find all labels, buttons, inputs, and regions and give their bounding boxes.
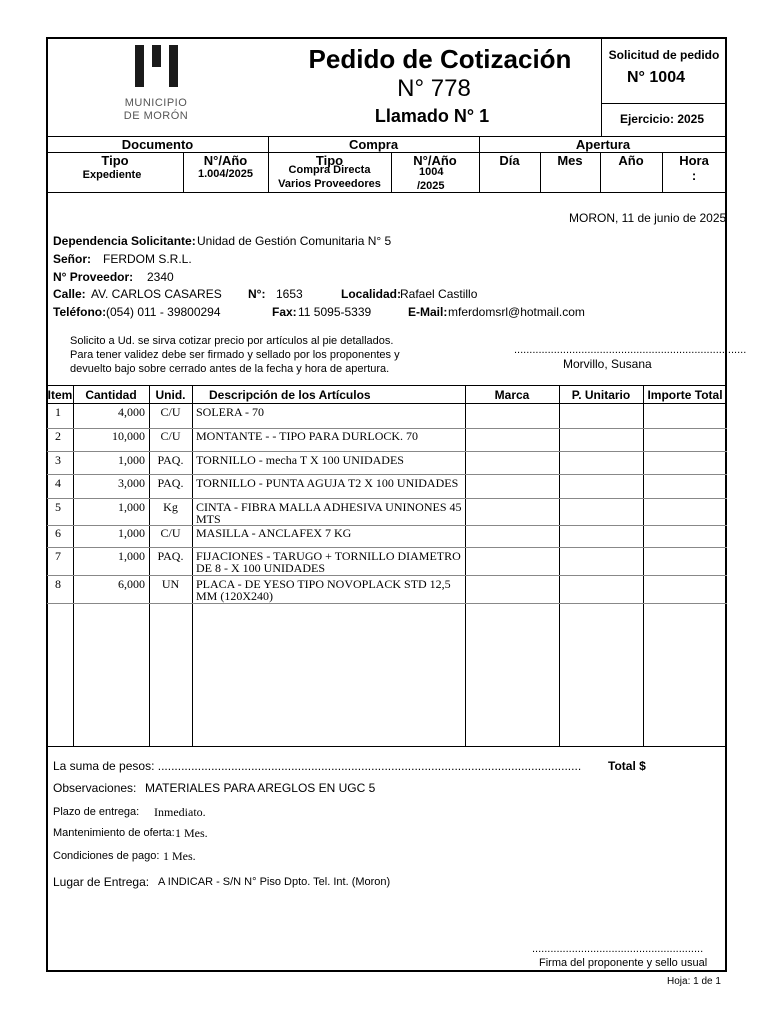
provider-value: 2340 — [147, 270, 174, 284]
section-purchase: Compra — [348, 137, 399, 152]
row-unit: PAQ. — [157, 476, 184, 490]
row-item: 8 — [55, 577, 61, 591]
row-desc: FIJACIONES - TARUGO + TORNILLO DIAMETRO — [196, 549, 461, 563]
locality-label: Localidad: — [341, 287, 402, 301]
purchase-number-header: N°/Año — [413, 153, 457, 168]
divider — [643, 385, 644, 746]
row-separator — [47, 474, 727, 475]
hour-header: Hora — [679, 153, 709, 168]
divider — [192, 385, 193, 746]
email-label: E-Mail: — [408, 305, 448, 319]
street-label: Calle: — [53, 287, 86, 301]
row-unit: PAQ. — [157, 549, 184, 563]
row-item: 5 — [55, 500, 61, 514]
row-separator — [47, 498, 727, 499]
purchase-number-value-1: 1004 — [419, 166, 444, 178]
day-header: Día — [499, 153, 520, 168]
fax-label: Fax: — [272, 305, 297, 319]
row-unit: C/U — [160, 429, 181, 443]
observations-value: MATERIALES PARA AREGLOS EN UGC 5 — [145, 781, 376, 795]
locality-value: Rafael Castillo — [400, 287, 478, 301]
observations-label: Observaciones: — [53, 781, 137, 795]
doc-number-value: 1.004/2025 — [197, 168, 254, 180]
divider — [465, 385, 466, 746]
exercise: Ejercicio: 2025 — [619, 112, 705, 126]
maintenance-label: Mantenimiento de oferta: — [53, 827, 175, 839]
row-desc: PLACA - DE YESO TIPO NOVOPLACK STD 12,5 — [196, 577, 451, 591]
row-qty: 10,000 — [112, 429, 145, 443]
fax-value: 11 5095-5339 — [298, 305, 372, 319]
call-number: Llamado N° 1 — [374, 106, 490, 126]
divider — [47, 746, 727, 747]
phone-label: Teléfono: — [53, 305, 107, 319]
issue-date: MORON, 11 de junio de 2025 — [569, 211, 727, 225]
maintenance-value: 1 Mes. — [175, 826, 208, 840]
senor-label: Señor: — [53, 252, 92, 266]
request-text-3: devuelto bajo sobre cerrado antes de la fecha y hora de apertura. — [70, 363, 390, 375]
proponent-sign-dots: ........................................................ — [532, 943, 704, 955]
number-label: N°: — [248, 287, 266, 301]
place-value: A INDICAR - S/N N° Piso Dpto. Tel. Int. (Moron) — [158, 876, 391, 888]
sum-label: La suma de pesos: ............................................................................................................................... — [53, 759, 582, 773]
row-desc: MASILLA - ANCLAFEX 7 KG — [196, 526, 352, 540]
logo-bar-right — [169, 45, 178, 87]
request-text-2: Para tener validez debe ser firmado y sellado por los proponentes y — [70, 349, 400, 361]
row-unit: Kg — [163, 500, 178, 514]
dependency-label: Dependencia Solicitante: — [53, 234, 196, 248]
purchase-type-header: Tipo — [315, 153, 344, 168]
provider-label: N° Proveedor: — [53, 270, 134, 284]
place-label: Lugar de Entrega: — [53, 875, 150, 889]
row-item: 7 — [55, 549, 61, 563]
row-unit: UN — [161, 577, 180, 591]
col-item: Item — [47, 388, 73, 402]
row-qty: 1,000 — [118, 526, 145, 540]
purchase-type-value-1: Compra Directa — [288, 164, 371, 176]
row-desc-2: DE 8 - X 100 UNIDADES — [196, 561, 325, 575]
col-total: Importe Total — [647, 388, 723, 402]
row-qty: 3,000 — [118, 476, 145, 490]
section-opening: Apertura — [575, 137, 631, 152]
row-item: 4 — [55, 476, 61, 490]
row-qty: 4,000 — [118, 405, 145, 419]
hour-value: : — [691, 168, 697, 183]
doc-number-header: N°/Año — [203, 153, 248, 168]
logo-line2: DE MORÓN — [123, 110, 189, 122]
row-desc-2: MM (120X240) — [196, 589, 273, 603]
row-qty: 1,000 — [118, 453, 145, 467]
divider — [559, 385, 560, 746]
row-desc: SOLERA - 70 — [196, 405, 265, 419]
page-title: Pedido de Cotización — [308, 44, 572, 74]
col-brand: Marca — [494, 388, 530, 402]
page-number: Hoja: 1 de 1 — [667, 976, 721, 987]
section-document: Documento — [121, 137, 194, 152]
signature-dots: ............................................................................ — [514, 344, 747, 356]
signer-name: Morvillo, Susana — [563, 357, 652, 371]
logo-line1: MUNICIPIO — [124, 97, 188, 109]
col-price: P. Unitario — [571, 388, 631, 402]
row-separator — [47, 525, 727, 526]
row-qty: 1,000 — [118, 500, 145, 514]
row-desc: CINTA - FIBRA MALLA ADHESIVA UNINONES 45 — [196, 500, 462, 514]
row-separator — [47, 575, 727, 576]
row-separator — [47, 547, 727, 548]
row-desc: TORNILLO - mecha T X 100 UNIDADES — [196, 453, 404, 467]
email-value: mferdomsrl@hotmail.com — [448, 305, 585, 319]
street-value: AV. CARLOS CASARES — [91, 287, 222, 301]
payment-value: 1 Mes. — [163, 849, 196, 863]
row-item: 6 — [55, 526, 61, 540]
row-separator — [47, 603, 727, 604]
divider — [47, 192, 727, 193]
doc-type-header: Tipo — [101, 153, 129, 168]
row-unit: C/U — [160, 526, 181, 540]
col-unit: Unid. — [155, 388, 186, 402]
delivery-value: Inmediato. — [154, 805, 206, 819]
dependency-value: Unidad de Gestión Comunitaria N° 5 — [197, 234, 392, 248]
purchase-number-value-2: /2025 — [417, 180, 445, 192]
month-header: Mes — [557, 153, 583, 168]
row-item: 1 — [55, 405, 61, 419]
col-desc: Descripción de los Artículos — [209, 388, 371, 402]
doc-type-value: Expediente — [82, 169, 142, 181]
row-qty: 6,000 — [118, 577, 145, 591]
year-header: Año — [618, 153, 644, 168]
quote-number: N° 778 — [397, 75, 471, 102]
senor-value: FERDOM S.R.L. — [103, 252, 192, 266]
delivery-label: Plazo de entrega: — [53, 806, 140, 818]
row-unit: PAQ. — [157, 453, 184, 467]
row-qty: 1,000 — [118, 549, 145, 563]
col-qty: Cantidad — [85, 388, 137, 402]
logo-bar-left — [135, 45, 144, 87]
payment-label: Condiciones de pago: — [53, 850, 160, 862]
row-desc-2: MTS — [196, 512, 221, 526]
logo-bar-mid — [152, 45, 161, 67]
request-label: Solicitud de pedido — [608, 48, 720, 62]
row-desc: TORNILLO - PUNTA AGUJA T2 X 100 UNIDADES — [196, 476, 459, 490]
row-item: 2 — [55, 429, 61, 443]
request-text-1: Solicito a Ud. se sirva cotizar precio por artículos al pie detallados. — [70, 335, 394, 347]
row-unit: C/U — [160, 405, 181, 419]
proponent-sign-label: Firma del proponente y sello usual — [539, 957, 708, 969]
row-separator — [47, 451, 727, 452]
row-desc: MONTANTE - - TIPO PARA DURLOCK. 70 — [196, 429, 419, 443]
total-label: Total $ — [608, 759, 646, 773]
request-number: N° 1004 — [627, 69, 685, 86]
purchase-type-value-2: Varios Proveedores — [278, 178, 381, 190]
divider — [601, 38, 602, 136]
divider — [601, 103, 727, 104]
row-item: 3 — [55, 453, 61, 467]
phone-value: (054) 011 - 39800294 — [106, 305, 221, 319]
number-value: 1653 — [276, 287, 303, 301]
